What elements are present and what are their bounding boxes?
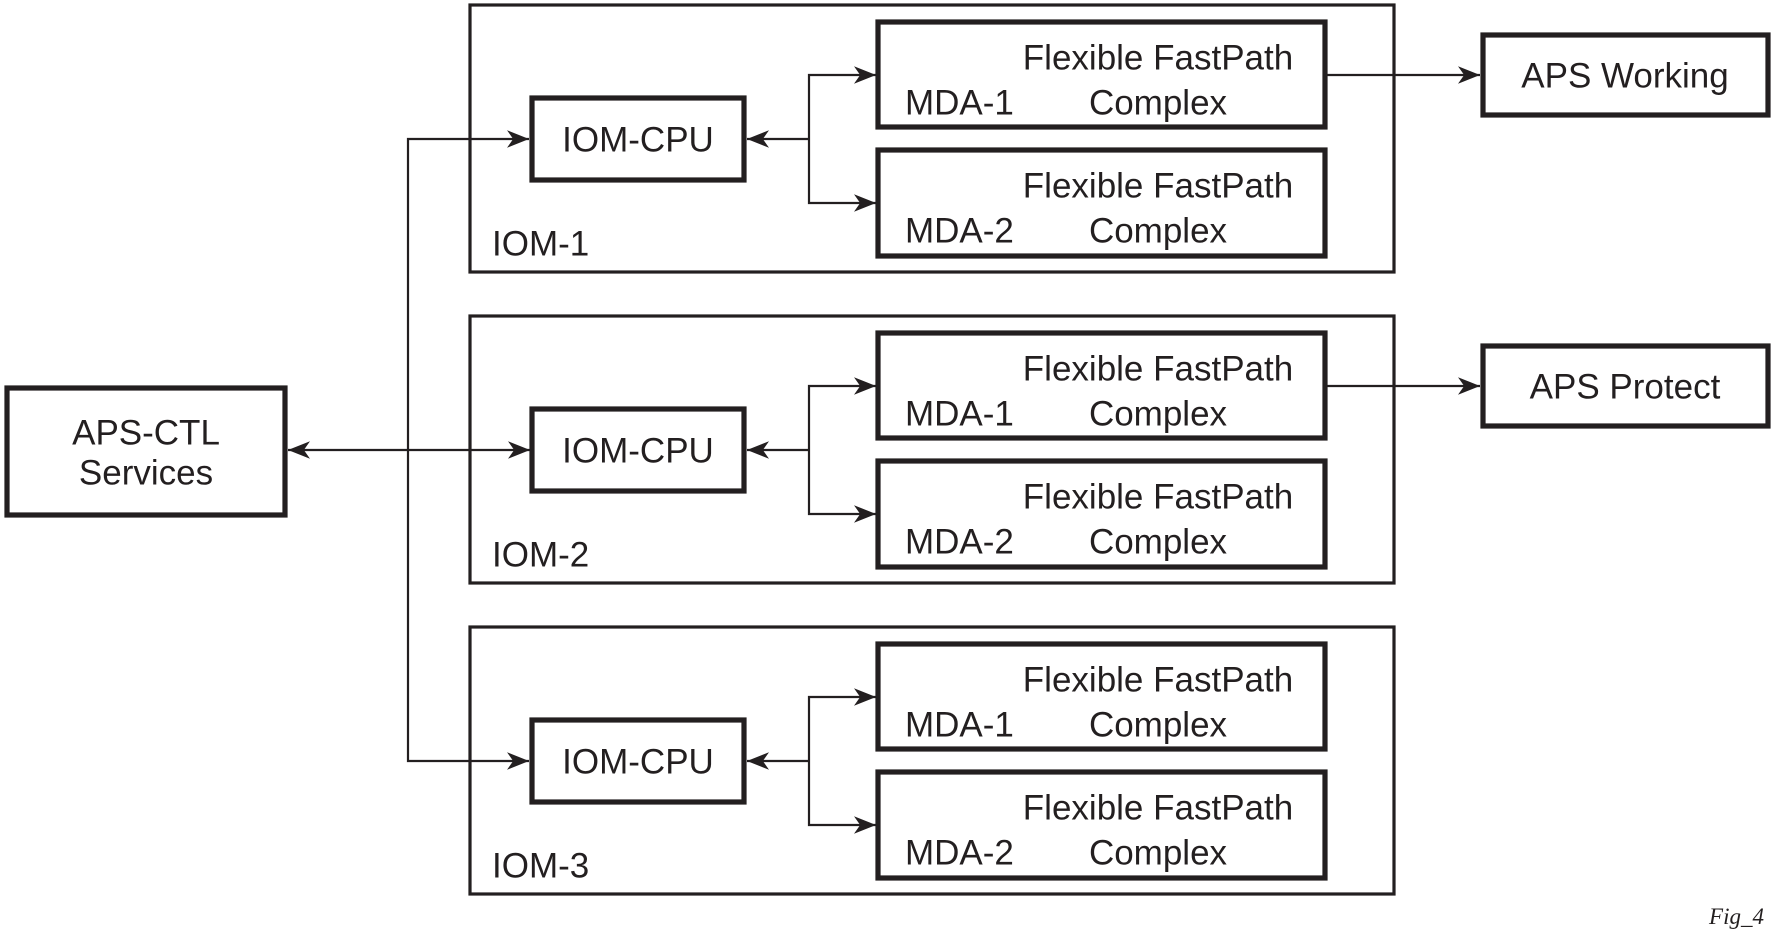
iom1-mda1-complex-line1: Flexible FastPath: [1022, 38, 1294, 78]
iom1-mda2-complex-line2: Complex: [1088, 211, 1228, 251]
iom2-mda1-complex-line1: Flexible FastPath: [1022, 349, 1294, 389]
aps-protect-label: APS Protect: [1529, 367, 1721, 407]
iom2-mda1-complex-line2: Complex: [1088, 394, 1228, 434]
aps-ctl-label-line1: APS-CTL: [72, 413, 220, 453]
aps-protect-node: [1483, 346, 1768, 426]
iom2-cpu-label: IOM-CPU: [562, 431, 714, 471]
iom1-name-label: IOM-1: [492, 224, 590, 264]
figure-caption: Fig_4: [1709, 904, 1764, 929]
iom3-mda1-complex-line2: Complex: [1088, 705, 1228, 745]
iom1-cpu-label: IOM-CPU: [562, 120, 714, 160]
iom1-mda2-label: MDA-2: [905, 211, 1014, 251]
iom3-cpu-label: IOM-CPU: [562, 742, 714, 782]
iom3-mda2-complex-line2: Complex: [1088, 833, 1228, 873]
aps-working-node: [1483, 35, 1768, 115]
iom2-mda2-complex-line1: Flexible FastPath: [1022, 477, 1294, 517]
iom3-mda2-label: MDA-2: [905, 833, 1014, 873]
iom2-mda2-complex-line2: Complex: [1088, 522, 1228, 562]
iom3-mda2-complex-line1: Flexible FastPath: [1022, 788, 1294, 828]
aps-working-label: APS Working: [1521, 56, 1729, 96]
iom2-name-label: IOM-2: [492, 535, 590, 575]
iom1-mda1-label: MDA-1: [905, 83, 1014, 123]
iom3-mda1-label: MDA-1: [905, 705, 1014, 745]
aps-ctl-label-line2: Services: [78, 453, 214, 493]
iom2-mda2-label: MDA-2: [905, 522, 1014, 562]
iom1-mda2-complex-line1: Flexible FastPath: [1022, 166, 1294, 206]
iom1-mda1-complex-line2: Complex: [1088, 83, 1228, 123]
iom3-name-label: IOM-3: [492, 846, 590, 886]
iom2-mda1-label: MDA-1: [905, 394, 1014, 434]
iom3-mda1-complex-line1: Flexible FastPath: [1022, 660, 1294, 700]
aps-ctl-node: [7, 388, 285, 515]
